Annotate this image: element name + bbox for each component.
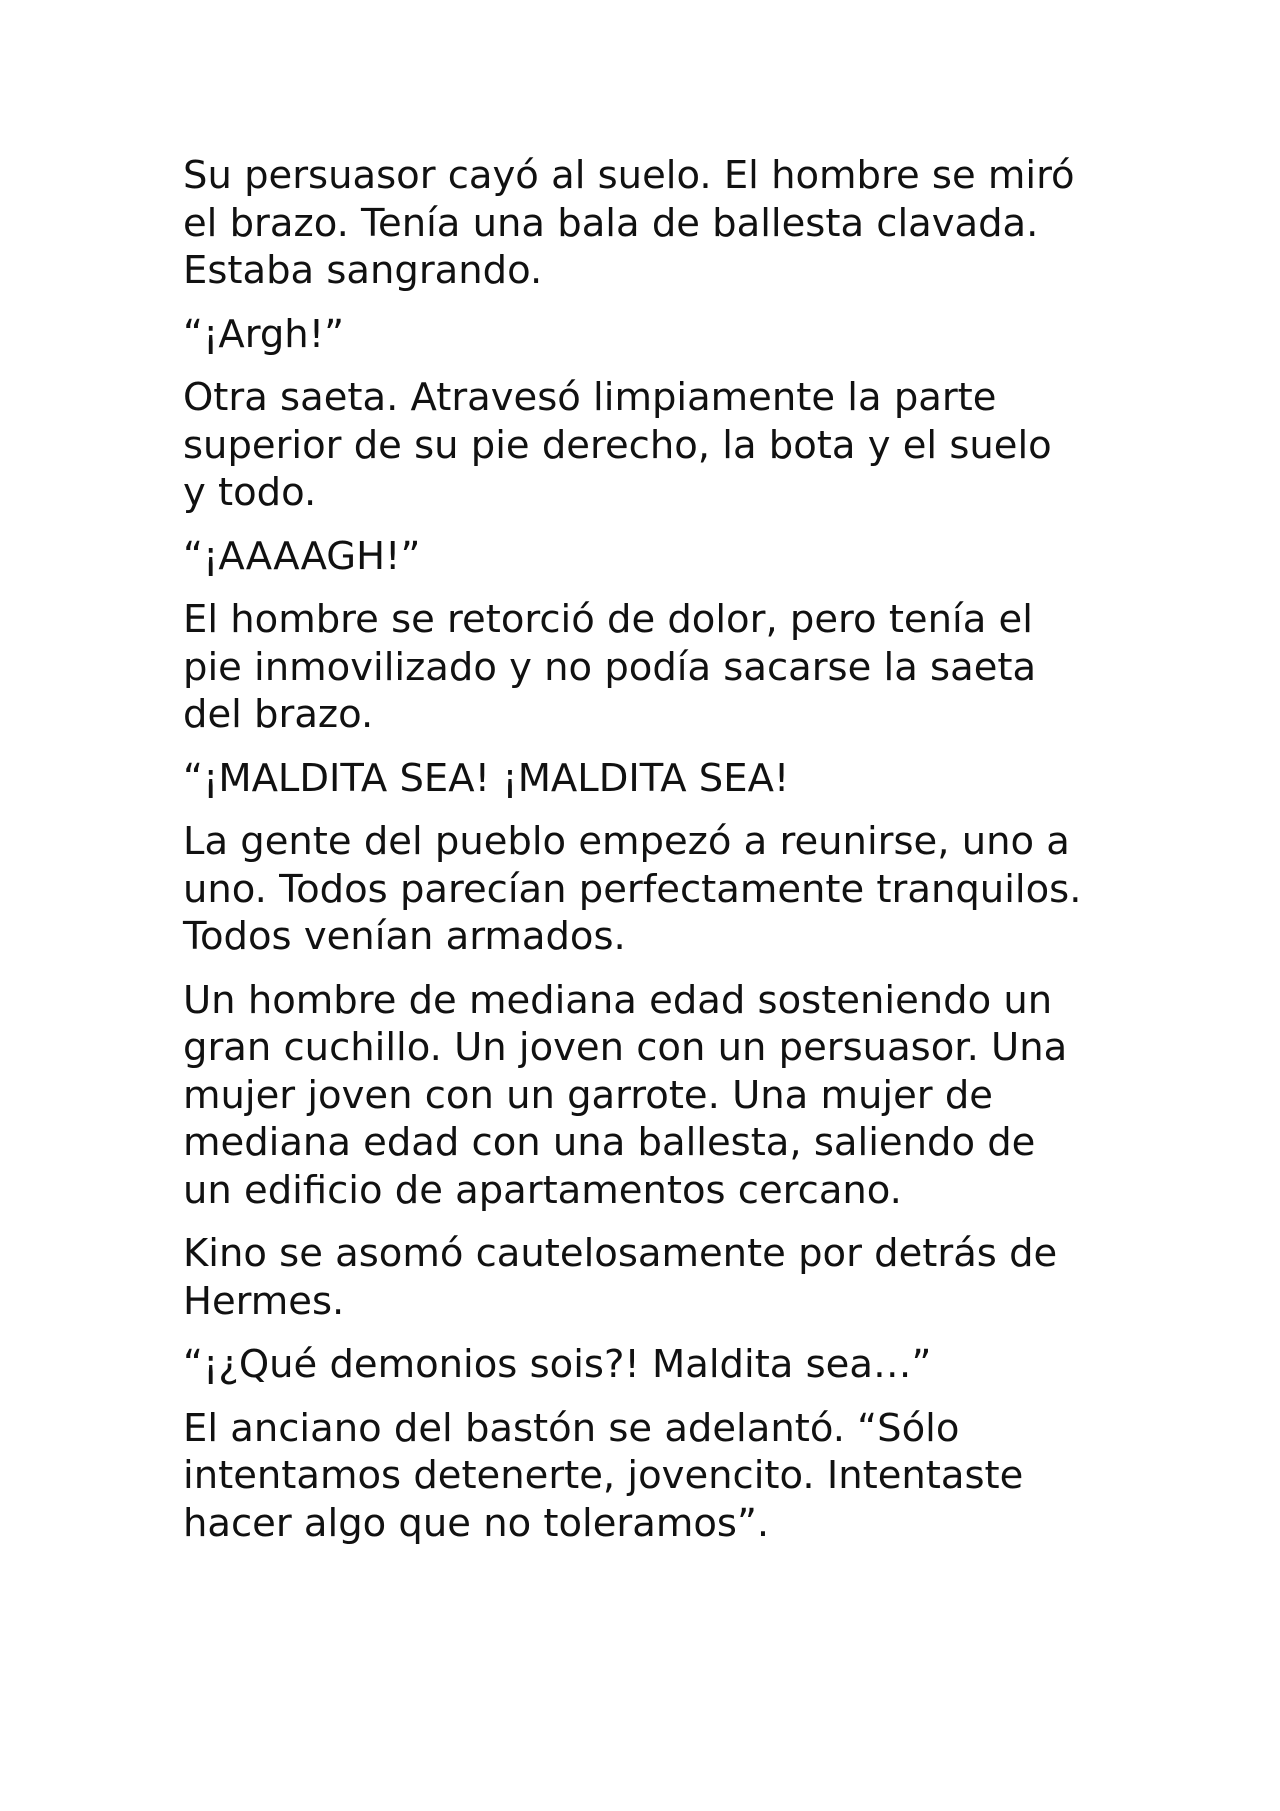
paragraph: El hombre se retorció de dolor, pero tenía el pie inmovilizado y no podía sacarse la saeta del brazo.: [183, 597, 1037, 737]
body-text: [183, 152, 1113, 1563]
paragraph: “¡MALDITA SEA! ¡MALDITA SEA!: [183, 755, 790, 801]
paragraph: El anciano del bastón se adelantó. “Sólo intentamos detenerte, jovencito. Intentaste hacer algo que no toleramos”.: [183, 1405, 1024, 1546]
paragraph: Un hombre de mediana edad sosteniendo un gran cuchillo. Un joven con un persuasor. Una mujer joven con un garrote. Una mujer de mediana edad con una ballesta, saliendo de un edificio de apartamentos cercano.: [183, 977, 1068, 1213]
paragraph: Otra saeta. Atravesó limpiamente la parte superior de su pie derecho, la bota y el suelo y todo.: [183, 375, 1052, 515]
paragraph: “¡Argh!”: [183, 311, 345, 357]
paragraph: Su persuasor cayó al suelo. El hombre se miró el brazo. Tenía una bala de ballesta clavada. Estaba sangrando.: [183, 153, 1075, 293]
paragraph: La gente del pueblo empezó a reunirse, uno a uno. Todos parecían perfectamente tranquilos. Todos venían armados.: [183, 819, 1082, 959]
paragraph: “¡¿Qué demonios sois?! Maldita sea…”: [183, 1342, 932, 1387]
paragraph: Kino se asomó cautelosamente por detrás de Hermes.: [183, 1231, 1058, 1324]
paragraph: “¡AAAAGH!”: [183, 533, 421, 579]
